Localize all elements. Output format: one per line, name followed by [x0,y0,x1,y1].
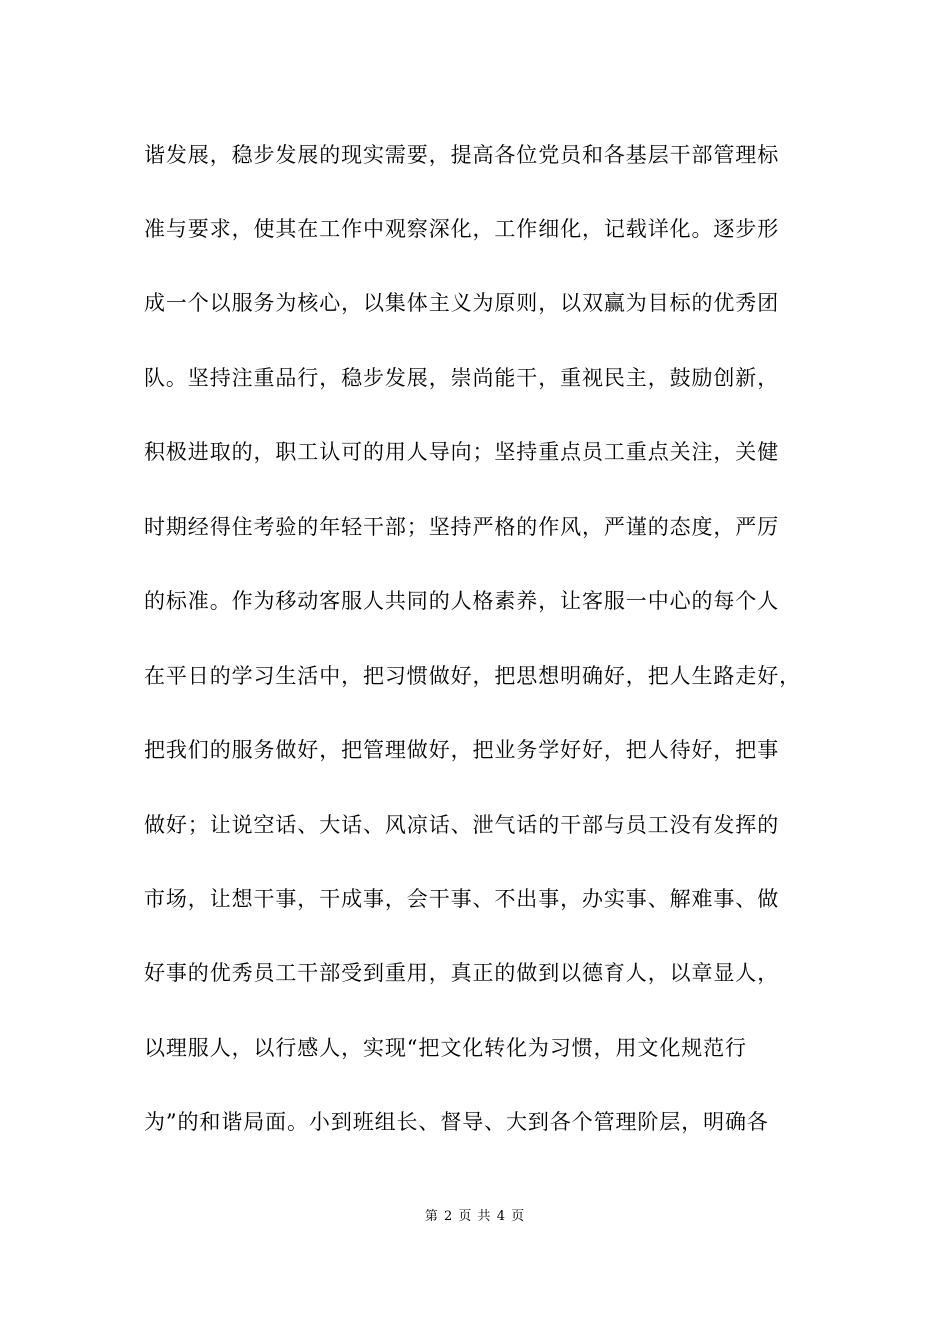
body-text-line: 准与要求，使其在工作中观察深化，工作细化，记载详化。逐步形 [144,217,780,241]
body-text-line: 为”的和谐局面。小到班组长、督导、大到各个管理阶层，明确各 [144,1110,769,1134]
body-text-line: 时期经得住考验的年轻干部；坚持严格的作风，严谨的态度，严厉 [144,515,780,539]
body-text-line: 谐发展，稳步发展的现实需要，提高各位党员和各基层干部管理标 [144,143,780,167]
body-text-line: 把我们的服务做好，把管理做好，把业务学好好，把人待好，把事 [144,738,780,762]
body-text-line: 好事的优秀员工干部受到重用，真正的做到以德育人，以章显人， [144,961,780,985]
body-text-line: 成一个以服务为核心，以集体主义为原则，以双赢为目标的优秀团 [144,291,780,315]
body-text-line: 积极进取的，职工认可的用人导向；坚持重点员工重点关注，关健 [144,440,780,464]
body-text-line: 做好；让说空话、大话、风凉话、泄气话的干部与员工没有发挥的 [144,813,780,837]
body-text-line: 市场，让想干事，干成事，会干事、不出事，办实事、解难事、做 [144,887,780,911]
body-text-line: 队。坚持注重品行，稳步发展，崇尚能干，重视民主，鼓励创新， [144,366,780,390]
body-text-line: 的标准。作为移动客服人共同的人格素养，让客服一中心的每个人 [144,589,780,613]
body-text-line: 以理服人，以行感人，实现“把文化转化为习惯，用文化规范行 [144,1036,747,1060]
page-footer: 第 2 页 共 4 页 [424,1209,526,1224]
body-text-line: 在平日的学习生活中，把习惯做好，把思想明确好，把人生路走好， [144,664,801,688]
